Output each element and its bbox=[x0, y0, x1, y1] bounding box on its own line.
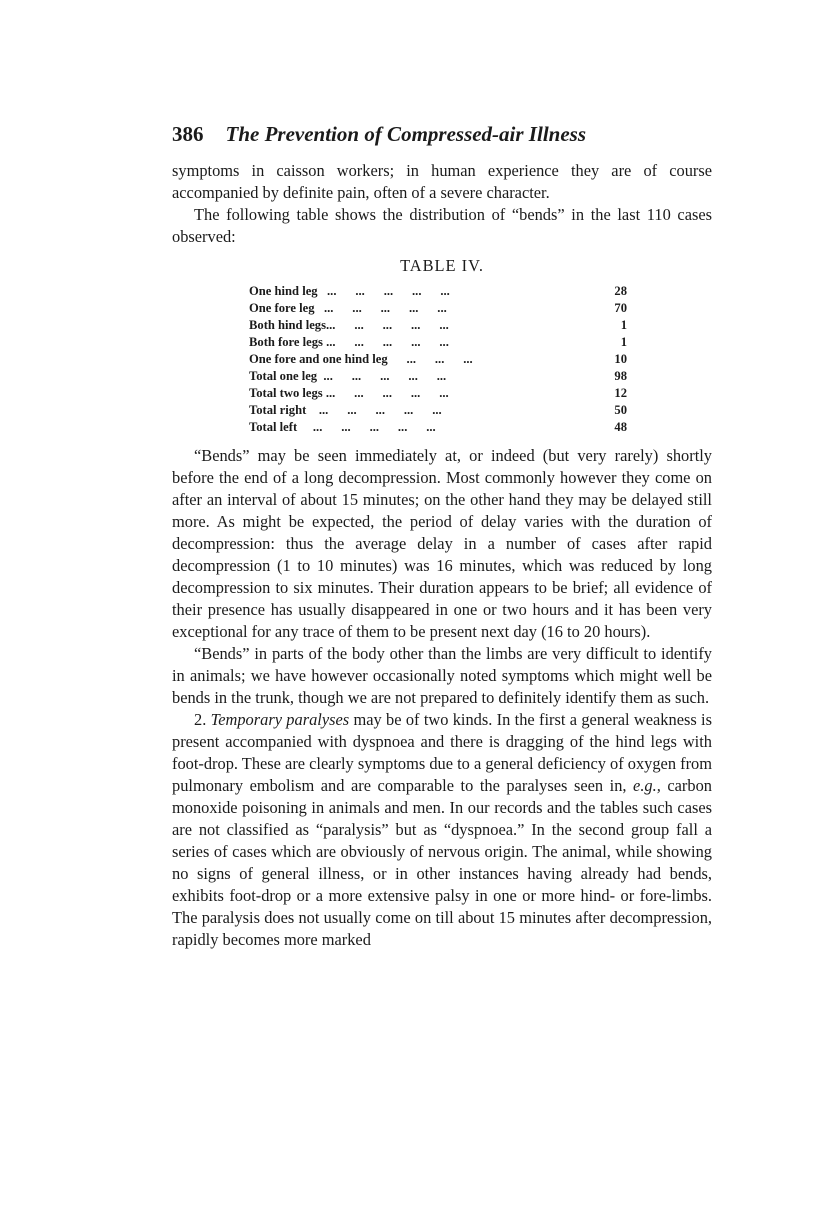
bends-distribution-table bbox=[249, 283, 627, 436]
table-row-value: 50 bbox=[614, 403, 627, 417]
table-row-value: 70 bbox=[614, 301, 627, 315]
table-row-label: One hind leg ... ... ... ... ... bbox=[249, 284, 450, 298]
table-row-label: Total right ... ... ... ... ... bbox=[249, 403, 442, 417]
table-row-label: Total left ... ... ... ... ... bbox=[249, 420, 436, 434]
paragraph-5-heading: Temporary paralyses bbox=[210, 710, 350, 729]
table-row bbox=[249, 300, 627, 317]
table-row bbox=[249, 402, 627, 419]
page-number: 386 bbox=[172, 122, 204, 146]
paragraph-5-text-a: may be of two kinds. In the first a general weakness is present accompanied with dyspnoea and there is dragging of the hind legs with foot-drop. These are clearly symptoms due to a general deficiency of oxygen from pulmonary embolism and are comparable to the paralyses seen in, bbox=[172, 710, 712, 795]
table-row-value: 28 bbox=[614, 284, 627, 298]
table-row-label: One fore leg ... ... ... ... ... bbox=[249, 301, 447, 315]
paragraph-4: “Bends” in parts of the body other than the limbs are very difficult to identify in animals; we have however occasionally noted symptoms which might well be bends in the trunk, though we are not prepared to definitely identify them as such. bbox=[172, 644, 712, 707]
table-row-label: Total two legs ... ... ... ... ... bbox=[249, 386, 449, 400]
paragraph-5 bbox=[172, 709, 712, 951]
table-caption: TABLE IV. bbox=[400, 256, 484, 275]
paragraph-2: The following table shows the distribution of “bends” in the last 110 cases observed: bbox=[172, 205, 712, 246]
table-row-label: Total one leg ... ... ... ... ... bbox=[249, 369, 447, 383]
table-row bbox=[249, 368, 627, 385]
table-row bbox=[249, 283, 627, 300]
table-row bbox=[249, 317, 627, 334]
running-title: The Prevention of Compressed-air Illness bbox=[225, 122, 586, 146]
table-row-value: 1 bbox=[620, 318, 627, 332]
table-row-label: Both fore legs ... ... ... ... ... bbox=[249, 335, 449, 349]
table-row-value: 48 bbox=[614, 420, 627, 434]
paragraph-5-number: 2. bbox=[194, 710, 207, 729]
table-row-label: Both hind legs... ... ... ... ... bbox=[249, 318, 449, 332]
table-row bbox=[249, 385, 627, 402]
paragraph-1: symptoms in caisson workers; in human experience they are of course accompanied by definite pain, often of a severe character. bbox=[172, 161, 712, 202]
table-row-value: 10 bbox=[614, 352, 627, 366]
table-row-value: 12 bbox=[614, 386, 627, 400]
table-row bbox=[249, 351, 627, 368]
table-row-value: 98 bbox=[614, 369, 627, 383]
paragraph-5-eg: e.g., bbox=[633, 776, 661, 795]
page-body bbox=[172, 160, 712, 951]
paragraph-5-text-b: carbon monoxide poisoning in animals and men. In our records and the tables such cases are not classified as “paralysis” but as “dyspnoea.” In the second group fall a series of cases which are obviously of nervous origin. The animal, while showing no signs of general illness, or in other instances having already had bends, exhibits foot-drop or a more extensive palsy in one or more hind- or fore-limbs. The paralysis does not usually come on till about 15 minutes after decompression, rapidly becomes more marked bbox=[172, 776, 712, 949]
table-row-label: One fore and one hind leg ... ... ... bbox=[249, 352, 473, 366]
table-row bbox=[249, 419, 627, 436]
table-row-value: 1 bbox=[620, 335, 627, 349]
table-row bbox=[249, 334, 627, 351]
paragraph-3: “Bends” may be seen immediately at, or indeed (but very rarely) shortly before the end of a long decompression. Most commonly however they come on after an interval of about 15 minutes; on the other hand they may be delayed still more. As might be expected, the period of delay varies with the duration of decompression: thus the average delay in a number of cases after rapid decompression (1 to 10 minutes) was 16 minutes, which was reduced by long decompression to six minutes. Their duration appears to be brief; all evidence of their presence has usually disappeared in one or two hours and it has been very exceptional for any trace of them to be present next day (16 to 20 hours). bbox=[172, 446, 712, 641]
table-container bbox=[172, 283, 712, 436]
running-header bbox=[172, 120, 712, 148]
